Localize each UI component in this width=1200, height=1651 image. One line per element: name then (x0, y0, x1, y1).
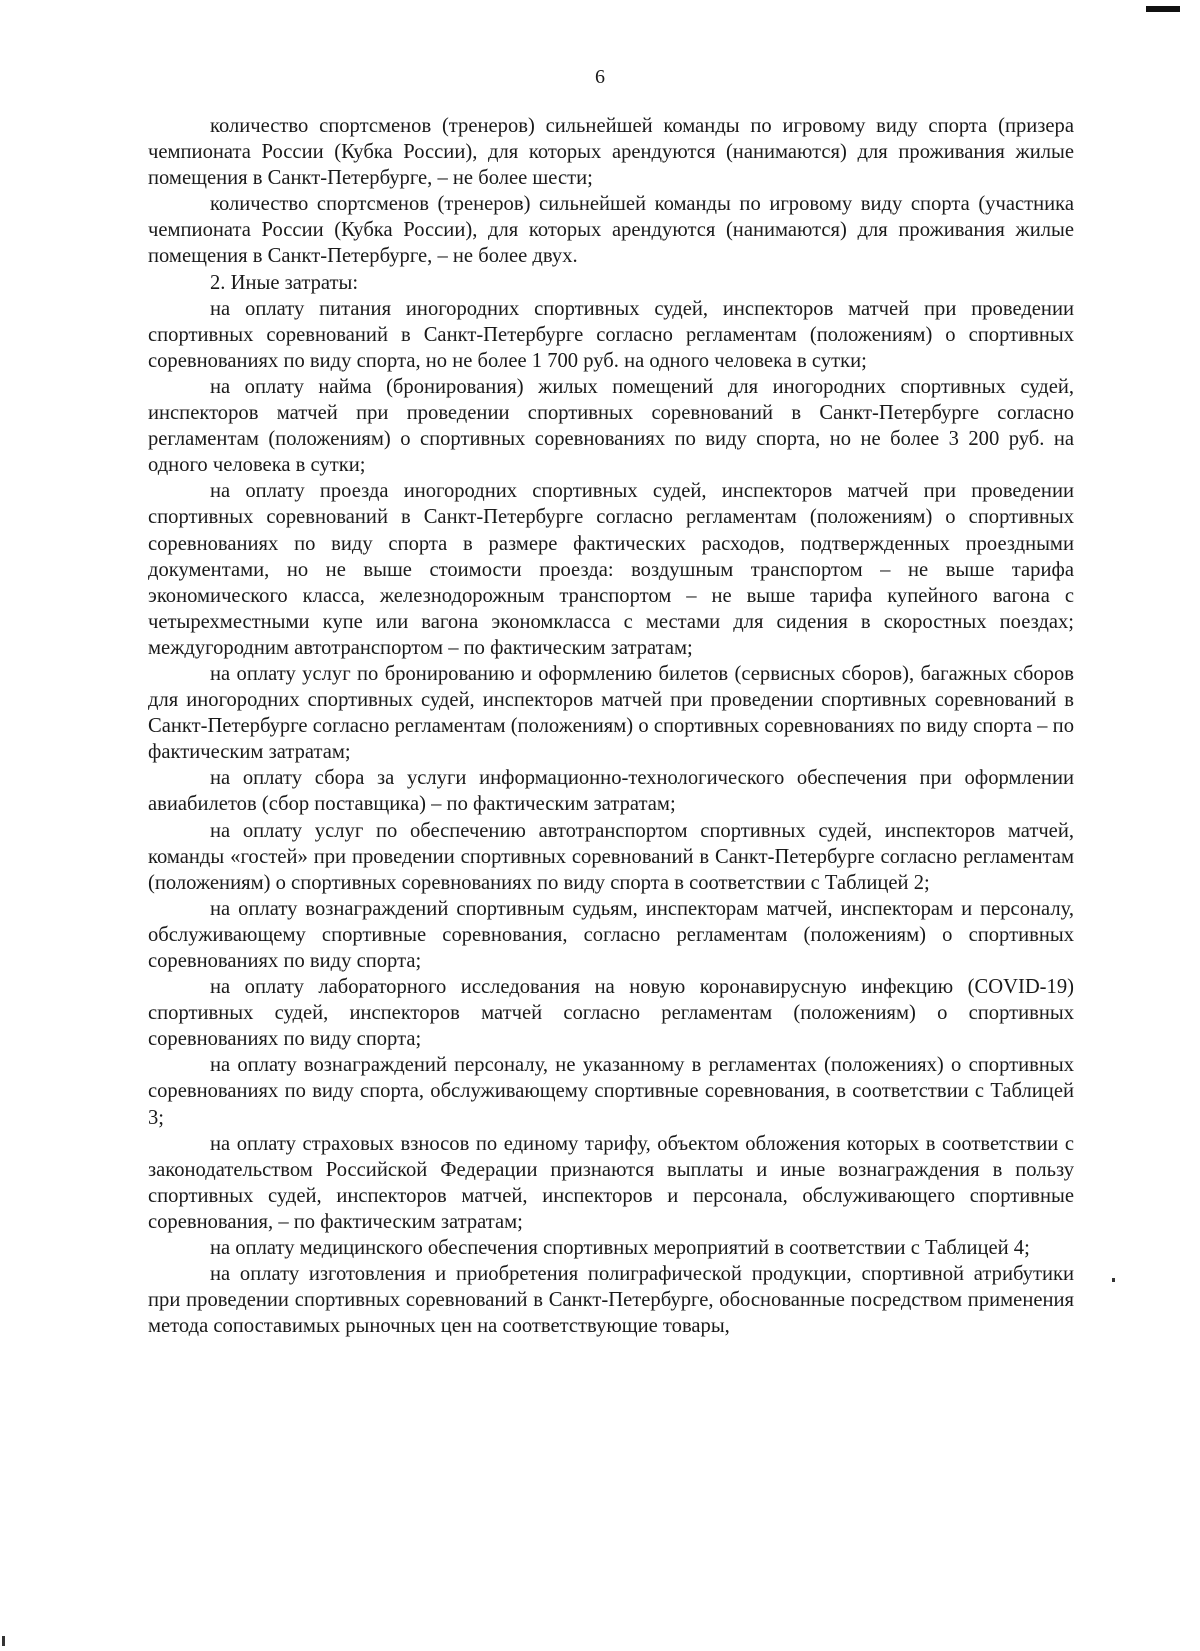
paragraph-transport: на оплату услуг по обеспечению автотранспортом спортивных судей, инспекторов матчей, команды «гостей» при проведении спортивных соревнований в Санкт-Петербурге согласно регламентам (положениям) о спортивных соревнованиях по виду спорта в соответствии с Таблицей 2; (148, 819, 1074, 894)
paragraph-printing: на оплату изготовления и приобретения полиграфической продукции, спортивной атрибутики при проведении спортивных соревнований в Санкт-Петербурге, обоснованные посредством применения метода сопоставимых рыночных цен на соответствующие товары, (148, 1263, 1074, 1338)
paragraph-athletes-participant: количество спортсменов (тренеров) сильнейшей команды по игровому виду спорта (участника чемпионата России (Кубка России), для которых арендуются (нанимаются) для проживания жилые помещения в Санкт-Петербурге, – не более двух. (148, 193, 1074, 268)
paragraph-meals: на оплату питания иногородних спортивных судей, инспекторов матчей при проведении спортивных соревнований в Санкт-Петербурге согласно регламентам (положениям) о спортивных соревнованиях по виду спорта, но не более 1 700 руб. на одного человека в сутки; (148, 297, 1074, 372)
paragraph-it-fee: на оплату сбора за услуги информационно-технологического обеспечения при оформлении авиабилетов (сбор поставщика) – по фактическим затратам; (148, 767, 1074, 816)
paragraph-covid-testing: на оплату лабораторного исследования на новую коронавирусную инфекцию (COVID-19) спортивных судей, инспекторов матчей согласно регламентам (положениям) о спортивных соревнованиях по виду спорта; (148, 976, 1074, 1051)
paragraph-travel: на оплату проезда иногородних спортивных судей, инспекторов матчей при проведении спортивных соревнований в Санкт-Петербурге согласно регламентам (положениям) о спортивных соревнованиях по виду спорта в размере фактических расходов, подтвержденных проездными документами, но не выше стоимости проезда: воздушным транспортом – не выше тарифа экономического класса, железнодорожным транспортом – не выше тарифа купейного вагона с четырехместными купе или вагона экономкласса с местами для сидения в скоростных поездах; междугородним автотранспортом – по фактическим затратам; (148, 480, 1074, 659)
document-body (148, 113, 1074, 1339)
paragraph-ticket-services: на оплату услуг по бронированию и оформлению билетов (сервисных сборов), багажных сборов для иногородних спортивных судей, инспекторов матчей при проведении спортивных соревнований в Санкт-Петербурге согласно регламентам (положениям) о спортивных соревнованиях по виду спорта – по фактическим затратам; (148, 662, 1074, 764)
scan-mark (1146, 6, 1180, 12)
paragraph-staff-fees: на оплату вознаграждений персоналу, не указанному в регламентах (положениях) о спортивных соревнованиях по виду спорта, обслуживающему спортивные соревнования, в соответствии с Таблицей 3; (148, 1054, 1074, 1129)
paragraph-athletes-prize: количество спортсменов (тренеров) сильнейшей команды по игровому виду спорта (призера чемпионата России (Кубка России), для которых арендуются (нанимаются) для проживания жилые помещения в Санкт-Петербурге, – не более шести; (148, 115, 1074, 190)
paragraph-insurance: на оплату страховых взносов по единому тарифу, объектом обложения которых в соответствии с законодательством Российской Федерации признаются выплаты и иные вознаграждения в пользу спортивных судей, инспекторов матчей, инспекторов и персонала, обслуживающего спортивные соревнования, – по фактическим затратам; (148, 1132, 1074, 1233)
paragraph-housing: на оплату найма (бронирования) жилых помещений для иногородних спортивных судей, инспекторов матчей при проведении спортивных соревнований в Санкт-Петербурге согласно регламентам (положениям) о спортивных соревнованиях по виду спорта, но не более 3 200 руб. на одного человека в сутки; (148, 375, 1074, 477)
margin-tick (2, 1636, 5, 1646)
paragraph-referee-fees: на оплату вознаграждений спортивным судьям, инспекторам матчей, инспекторам и персоналу, обслуживающему спортивные соревнования, согласно регламентам (положениям) о спортивных соревнованиях по виду спорта; (148, 897, 1074, 972)
paragraph-medical: на оплату медицинского обеспечения спортивных мероприятий в соответствии с Таблицей 4; (210, 1237, 1030, 1260)
margin-dot (1112, 1278, 1115, 1282)
section-heading-other-costs: 2. Иные затраты: (210, 271, 359, 294)
page-number: 6 (595, 66, 605, 88)
